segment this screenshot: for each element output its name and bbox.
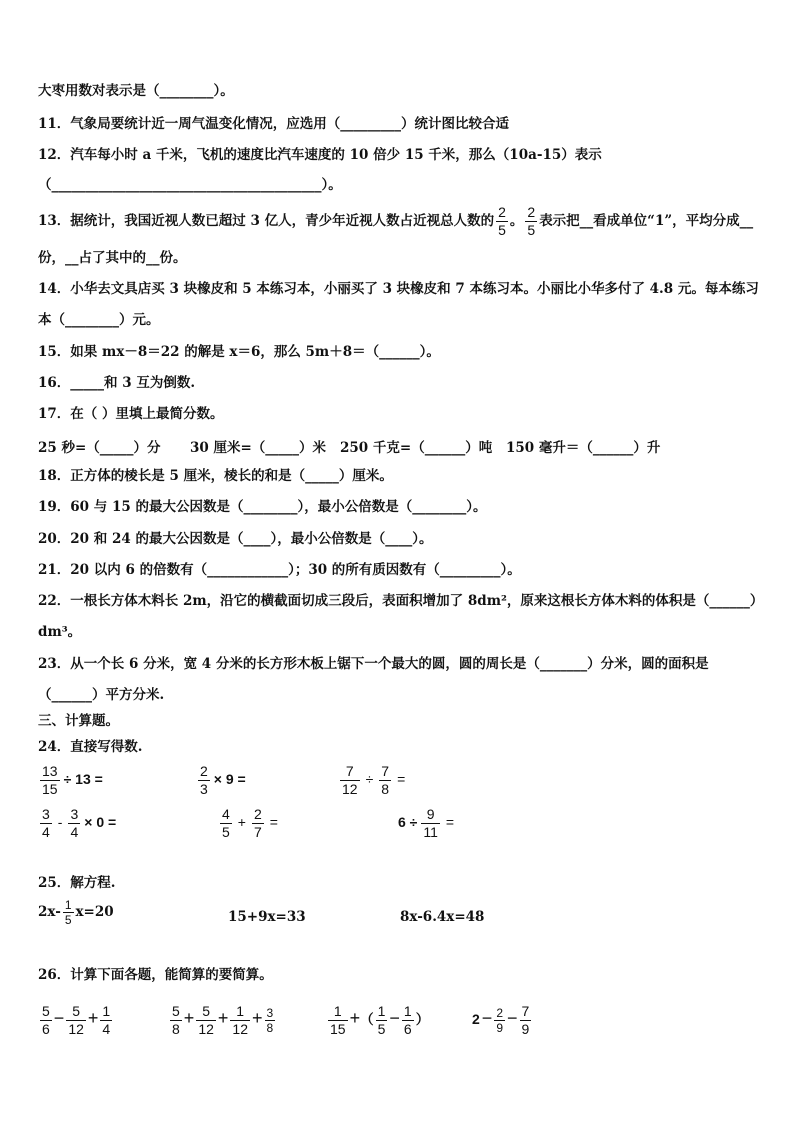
q25: 25．解方程. — [38, 875, 116, 891]
q24d-num1: 3 — [42, 806, 50, 822]
q25a-fraction — [63, 898, 74, 927]
q24b-den: 3 — [200, 781, 208, 797]
q26c-rparen: ） — [415, 1012, 430, 1028]
q26d-fraction-1 — [494, 1006, 505, 1035]
q13-f1-den: 5 — [498, 222, 506, 238]
q26d-op2: − — [507, 1008, 518, 1028]
q16: 16．_____和 3 互为倒数. — [38, 375, 196, 391]
q24a-den: 15 — [42, 781, 58, 797]
q24a-num: 13 — [42, 763, 58, 779]
q24e-fraction-1 — [220, 806, 232, 841]
q24c-num2: 7 — [381, 763, 390, 779]
q24a-fraction — [40, 763, 60, 798]
q25a-num: 1 — [64, 898, 72, 912]
q24f-fraction — [421, 806, 440, 841]
q14-line1: 14．小华去文具店买 3 块橡皮和 5 本练习本，小丽买了 3 块橡皮和 7 本练习本。小丽比小华多付了 4.8 元。每本练习 — [38, 281, 759, 297]
q26a-op2: + — [87, 1008, 99, 1028]
q24-expr-c — [338, 763, 409, 798]
q24b-fraction — [198, 763, 210, 798]
q11: 11．气象局要统计近一周气温变化情况，应选用（_________）统计图比较合适 — [38, 116, 510, 132]
q26c-den1: 15 — [330, 1021, 346, 1037]
q26d-den2: 9 — [521, 1021, 530, 1037]
q13-fraction-2 — [525, 204, 537, 239]
q26c-fraction-2 — [376, 1003, 388, 1038]
q24e-fraction-2 — [252, 806, 264, 841]
q26-expr-c — [326, 1003, 429, 1038]
q24a-op: ÷ 13 = — [63, 771, 103, 787]
q24c-num1: 7 — [340, 763, 360, 781]
q26a-fraction-2 — [66, 1003, 86, 1038]
q24c-op: ÷ — [365, 771, 374, 787]
q26c-num1: 1 — [328, 1003, 348, 1021]
q12-line1: 12．汽车每小时 a 千米，飞机的速度比汽车速度的 10 倍少 15 千米，那么（10a-15）表示 — [38, 147, 602, 163]
q26d-pre: 2 — [472, 1011, 480, 1027]
q26-expr-d — [470, 1003, 533, 1038]
q26b-op1: + — [183, 1008, 195, 1028]
q21: 21．20 以内 6 的倍数有（____________）；30 的所有质因数有（_________）。 — [38, 562, 521, 578]
q26b-den4: 8 — [266, 1021, 274, 1035]
q26d-op1: − — [481, 1008, 493, 1028]
q24c-eq: = — [397, 771, 406, 787]
q13-text-post: 表示把__看成单位“1”，平均分成__ — [539, 213, 754, 229]
q19: 19．60 与 15 的最大公因数是（________），最小公倍数是（________）。 — [38, 499, 487, 515]
q24d-den2: 4 — [70, 824, 79, 840]
q24d-num2: 3 — [70, 806, 79, 822]
q26b-fraction-1 — [170, 1003, 182, 1038]
q24f-den: 11 — [423, 824, 438, 840]
q13-f2-num: 2 — [527, 204, 536, 220]
q24-expr-e — [218, 806, 282, 841]
q24d-den1: 4 — [42, 824, 50, 840]
q13-f2-den: 5 — [527, 222, 536, 238]
q26a-den2: 12 — [68, 1021, 84, 1037]
q24f-pre: 6 ÷ — [398, 814, 418, 830]
q24c-fraction-2 — [379, 763, 391, 798]
q26c-fraction-3 — [402, 1003, 414, 1038]
q26b-den1: 8 — [172, 1021, 180, 1037]
q26c-lparen: （ — [360, 1012, 374, 1028]
q26b-num1: 5 — [172, 1003, 180, 1019]
q17-item-3: 250 千克=（______）吨 — [340, 440, 493, 456]
q25-eq-b: 15+9x=33 — [228, 909, 306, 925]
q22-line1: 22．一根长方体木料长 2m，沿它的横截面切成三段后，表面积增加了 8dm²，原来这根长方体木料的体积是（______） — [38, 593, 764, 609]
section-3-heading: 三、计算题。 — [38, 713, 119, 729]
q26b-fraction-3 — [230, 1003, 250, 1038]
q23-line2: （______）平方分米. — [38, 687, 165, 703]
q24f-num: 9 — [421, 806, 440, 824]
q26a-den3: 4 — [102, 1021, 111, 1037]
q26b-num2: 5 — [196, 1003, 216, 1021]
q12-line2: （________________________________________）。 — [38, 177, 342, 193]
q15: 15．如果 mx－8＝22 的解是 x＝6，那么 5m＋8＝（______）。 — [38, 344, 440, 360]
q20: 20．20 和 24 的最大公因数是（____），最小公倍数是（____）。 — [38, 531, 433, 547]
q26b-op3: + — [251, 1008, 263, 1028]
q26b-num4: 3 — [266, 1006, 274, 1020]
q26c-num2: 1 — [377, 1003, 386, 1019]
q24d-fraction-1 — [40, 806, 52, 841]
q24d-op: - — [57, 814, 63, 830]
q26-expr-b — [168, 1003, 277, 1038]
q17-item-1: 25 秒=（_____）分 — [38, 440, 161, 456]
q24-expr-b — [196, 763, 248, 798]
q26: 26．计算下面各题，能简算的要简算。 — [38, 967, 273, 983]
q26b-num3: 1 — [230, 1003, 250, 1021]
q24-expr-a — [38, 763, 105, 798]
q24e-den1: 5 — [222, 824, 230, 840]
q17: 17．在（ ）里填上最简分数。 — [38, 406, 224, 422]
q24e-num2: 2 — [253, 806, 262, 822]
q18: 18．正方体的棱长是 5 厘米，棱长的和是（_____）厘米。 — [38, 468, 393, 484]
q26a-num1: 5 — [42, 1003, 50, 1019]
q24f-eq: = — [445, 814, 455, 830]
q24c-den2: 8 — [381, 781, 390, 797]
q13-text-mid: 。 — [509, 213, 524, 229]
q26d-num2: 7 — [521, 1003, 530, 1019]
q26a-op1: − — [53, 1008, 65, 1028]
q24d-tail: × 0 = — [84, 814, 117, 830]
q26d-den1: 9 — [496, 1021, 503, 1035]
q24b-num: 2 — [200, 763, 208, 779]
q24c-den1: 12 — [342, 781, 358, 797]
q25a-post: x=20 — [75, 904, 114, 920]
q26c-op1: + — [349, 1008, 361, 1028]
q24-expr-f — [396, 806, 458, 841]
q26b-den3: 12 — [232, 1021, 248, 1037]
q14-line2: 本（________）元。 — [38, 312, 160, 328]
q13-line2: 份，__占了其中的__份。 — [38, 250, 187, 266]
q26c-den2: 5 — [377, 1021, 386, 1037]
q26b-op2: + — [217, 1008, 229, 1028]
q13-f1-num: 2 — [498, 204, 506, 220]
q24d-fraction-2 — [68, 806, 80, 841]
q26d-num1: 2 — [496, 1006, 503, 1020]
q24c-fraction-1 — [340, 763, 360, 798]
q26b-fraction-2 — [196, 1003, 216, 1038]
q26d-fraction-2 — [520, 1003, 532, 1038]
q25-eq-c: 8x-6.4x=48 — [400, 909, 485, 925]
q26b-den2: 12 — [198, 1021, 214, 1037]
q17-item-4: 150 毫升＝（______）升 — [506, 440, 661, 456]
q13-fraction-1 — [496, 204, 508, 239]
q26a-fraction-3 — [100, 1003, 112, 1038]
q22-line2: dm³。 — [38, 624, 82, 640]
q23-line1: 23．从一个长 6 分米，宽 4 分米的长方形木板上锯下一个最大的圆，圆的周长是（_______）分米，圆的面积是 — [38, 656, 709, 672]
q24e-den2: 7 — [253, 824, 262, 840]
q24: 24．直接写得数. — [38, 739, 143, 755]
q10-tail: 大枣用数对表示是（________）。 — [38, 83, 234, 99]
q26b-fraction-4 — [265, 1006, 276, 1035]
q26a-num3: 1 — [102, 1003, 111, 1019]
q13-text-pre: 13．据统计，我国近视人数已超过 3 亿人，青少年近视人数占近视总人数的 — [38, 213, 495, 229]
q26a-num2: 5 — [66, 1003, 86, 1021]
q26c-num3: 1 — [403, 1003, 412, 1019]
q24e-op: + — [237, 814, 246, 830]
q17-item-2: 30 厘米=（_____）米 — [190, 440, 327, 456]
q26a-den1: 6 — [42, 1021, 50, 1037]
q24e-eq: = — [269, 814, 278, 830]
q26c-den3: 6 — [403, 1021, 412, 1037]
q13-line1 — [38, 204, 753, 239]
q24b-op: × 9 = — [213, 771, 246, 787]
q26c-fraction-1 — [328, 1003, 348, 1038]
q26c-op2: − — [389, 1008, 400, 1028]
q25a-den: 5 — [64, 913, 72, 927]
q25a-pre: 2x- — [38, 904, 61, 920]
q25-eq-a — [38, 898, 114, 927]
q26-expr-a — [38, 1003, 114, 1038]
q24-expr-d — [38, 806, 118, 841]
q24e-num1: 4 — [222, 806, 230, 822]
q26a-fraction-1 — [40, 1003, 52, 1038]
